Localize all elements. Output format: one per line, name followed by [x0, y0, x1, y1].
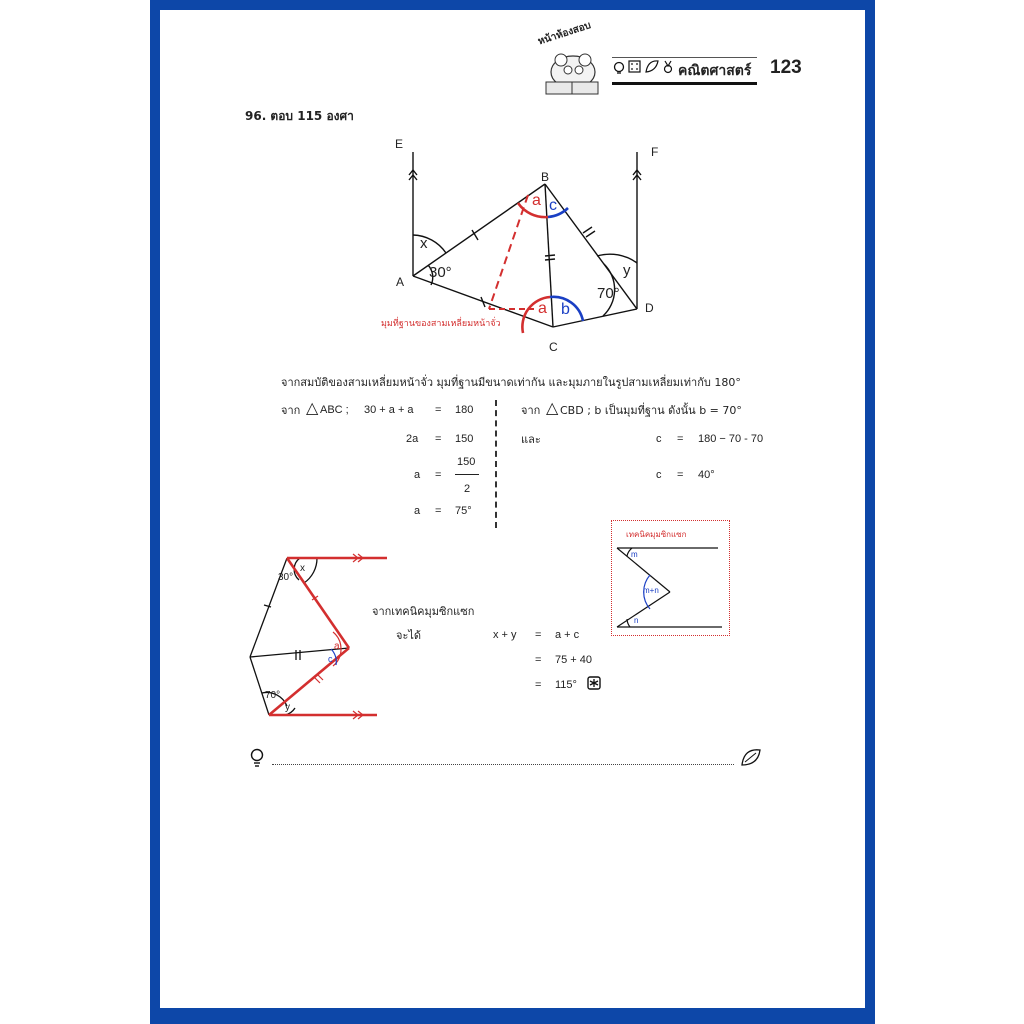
conclusion-row3-eq: = — [535, 679, 542, 691]
label-B: B — [541, 170, 550, 184]
right-row1-lhs: c — [656, 433, 662, 445]
right-row2-rhs: 40° — [698, 469, 715, 481]
bottom-angle-70: 70° — [265, 690, 281, 701]
left-row2-lhs: 2a — [406, 433, 419, 445]
label-F: F — [651, 145, 659, 159]
conclusion-label-2: จะได้ — [396, 629, 422, 642]
left-row1-rhs: 180 — [455, 404, 474, 416]
question-title: 96. ตอบ 115 องศา — [245, 109, 354, 123]
label-C: C — [549, 340, 558, 354]
label-E: E — [395, 137, 404, 151]
technique-title: เทคนิคมุมซิกแซก — [626, 530, 687, 539]
explanation-intro: จากสมบัติของสามเหลี่ยมหน้าจั่ว มุมที่ฐานมีขนาดเท่ากัน และมุมภายในรูปสามเหลี่ยมเท่ากับ 180° — [281, 376, 741, 389]
triangle-icon: △ — [306, 398, 319, 417]
left-row1-eq: = — [435, 404, 442, 416]
triangle-icon-right: △ — [546, 398, 559, 417]
left-row4-rhs: 75° — [455, 505, 472, 517]
angle-c-top: c — [549, 197, 557, 214]
base-angle-annotation: มุมที่ฐานของสามเหลี่ยมหน้าจั่ว — [381, 319, 501, 329]
angle-b-bottom: b — [561, 301, 570, 318]
left-row2-rhs: 150 — [455, 433, 474, 445]
bottom-angle-y: y — [285, 702, 290, 713]
right-row2-lhs: c — [656, 469, 662, 481]
angle-a-bottom: a — [538, 300, 547, 317]
left-row3-eq: = — [435, 469, 442, 481]
conclusion-row2-eq: = — [535, 654, 542, 666]
conclusion-row1-eq: = — [535, 629, 542, 641]
conclusion-label-1: จากเทคนิคมุมซิกแซก — [372, 605, 475, 618]
footer-dotted-line — [272, 764, 734, 765]
brand-logo-text: หน้าห้องสอบ — [536, 20, 593, 48]
technique-mn: m+n — [643, 586, 659, 595]
right-row1-rhs: 180 − 70 - 70 — [698, 433, 764, 445]
angle-A-value: 30° — [429, 264, 452, 281]
conclusion-row1-lhs: x + y — [493, 629, 517, 641]
subject-title: คณิตศาสตร์ — [678, 63, 752, 79]
left-row1-lhs: 30 + a + a — [364, 404, 414, 416]
left-from-label: จาก — [281, 404, 301, 417]
conclusion-row3-rhs: 115° — [555, 679, 577, 691]
conclusion-row1-rhs: a + c — [555, 629, 580, 641]
bottom-angle-c: c — [328, 654, 333, 664]
angle-x: x — [420, 235, 428, 252]
page-number: 123 — [770, 57, 802, 78]
left-row3-lhs: a — [414, 469, 421, 481]
label-D: D — [645, 301, 654, 315]
left-row4-eq: = — [435, 505, 442, 517]
technique-n: n — [634, 616, 639, 625]
left-row4-lhs: a — [414, 505, 421, 517]
angle-a-top: a — [532, 192, 541, 209]
label-A: A — [396, 275, 405, 289]
bottom-angle-x: x — [300, 563, 305, 574]
bottom-angle-a: a — [334, 641, 340, 652]
left-triangle-name: ABC ; — [320, 404, 349, 416]
fraction-numerator: 150 — [457, 456, 476, 468]
angle-D-value: 70° — [597, 285, 620, 302]
fraction-denominator: 2 — [464, 483, 471, 495]
angle-y: y — [623, 262, 631, 279]
right-row1-eq: = — [677, 433, 684, 445]
bottom-angle-30: 30° — [278, 572, 294, 583]
right-row2-eq: = — [677, 469, 684, 481]
left-row2-eq: = — [435, 433, 442, 445]
conclusion-row2-rhs: 75 + 40 — [555, 654, 593, 666]
technique-m: m — [631, 550, 638, 559]
right-line1: CBD ; b เป็นมุมที่ฐาน ดังนั้น b = 70° — [560, 404, 742, 417]
right-from-label: จาก — [521, 404, 541, 417]
right-and-label: และ — [521, 433, 541, 446]
